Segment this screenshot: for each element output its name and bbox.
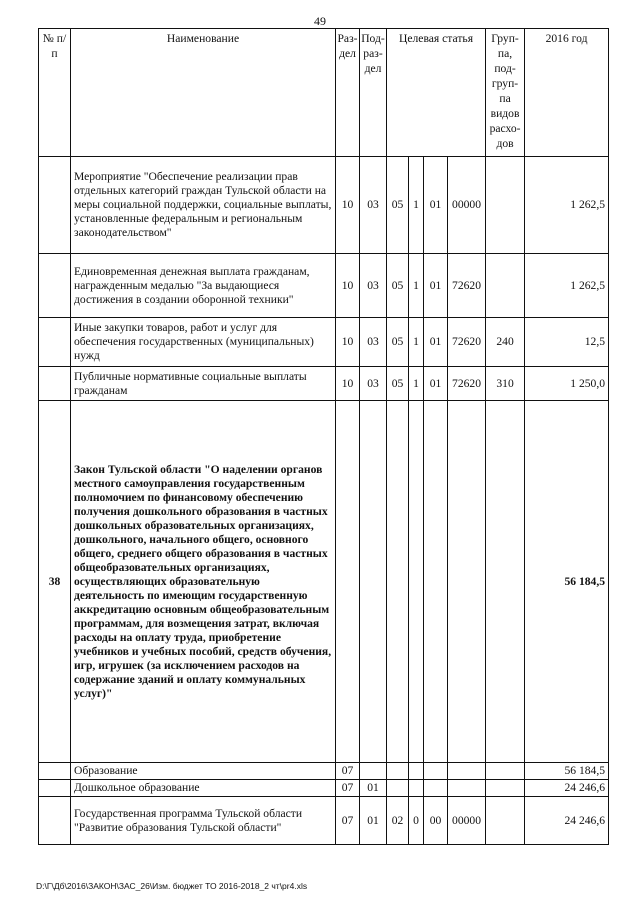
row-target-3: 01 xyxy=(424,254,448,318)
table-row xyxy=(39,157,609,254)
row-target-3: 01 xyxy=(424,157,448,254)
row-razdel: 07 xyxy=(336,797,360,845)
table-row xyxy=(39,780,609,797)
row-amount: 1 262,5 xyxy=(525,254,609,318)
row-target-4: 00000 xyxy=(448,797,486,845)
row-target-4 xyxy=(448,763,486,780)
row-podrazdel: 03 xyxy=(360,254,387,318)
row-target-2: 1 xyxy=(409,157,424,254)
row-group xyxy=(486,401,525,763)
row-number xyxy=(39,367,71,401)
row-amount: 1 262,5 xyxy=(525,157,609,254)
row-amount: 12,5 xyxy=(525,318,609,367)
row-target-3 xyxy=(424,401,448,763)
row-number xyxy=(39,763,71,780)
header-group: Груп-па, под-груп-па видов расхо-дов xyxy=(486,29,525,157)
row-group xyxy=(486,763,525,780)
row-amount: 56 184,5 xyxy=(525,763,609,780)
row-target-3 xyxy=(424,780,448,797)
row-target-3: 01 xyxy=(424,367,448,401)
row-group xyxy=(486,797,525,845)
row-group xyxy=(486,157,525,254)
header-num: № п/п xyxy=(39,29,71,157)
row-target-2: 1 xyxy=(409,367,424,401)
table-row xyxy=(39,367,609,401)
table-row-law xyxy=(39,401,609,763)
row-name: Иные закупки товаров, работ и услуг для обеспечения государственных (муниципальных) нужд xyxy=(71,318,336,367)
row-target-2: 0 xyxy=(409,797,424,845)
row-name: Образование xyxy=(71,763,336,780)
row-number: 38 xyxy=(39,401,71,763)
header-target: Целевая статья xyxy=(387,29,486,157)
row-amount: 24 246,6 xyxy=(525,797,609,845)
row-number xyxy=(39,157,71,254)
table-row xyxy=(39,763,609,780)
page-number: 49 xyxy=(314,14,326,28)
row-number xyxy=(39,780,71,797)
table-row xyxy=(39,797,609,845)
row-target-2 xyxy=(409,780,424,797)
row-razdel: 10 xyxy=(336,157,360,254)
row-podrazdel: 03 xyxy=(360,157,387,254)
row-target-2: 1 xyxy=(409,318,424,367)
row-target-2 xyxy=(409,763,424,780)
row-target-1 xyxy=(387,780,409,797)
row-target-3: 01 xyxy=(424,318,448,367)
table-row xyxy=(39,254,609,318)
row-group xyxy=(486,780,525,797)
row-target-1 xyxy=(387,763,409,780)
row-number xyxy=(39,254,71,318)
row-name: Дошкольное образование xyxy=(71,780,336,797)
row-podrazdel: 03 xyxy=(360,318,387,367)
file-path-footer: D:\Г\Дб\2016\ЗАКОН\ЗАС_26\Изм. бюджет ТО 2016-2018_2 чт\pr4.xls xyxy=(36,881,308,891)
row-razdel: 07 xyxy=(336,780,360,797)
row-target-1: 05 xyxy=(387,318,409,367)
budget-table xyxy=(38,28,609,845)
row-target-4 xyxy=(448,780,486,797)
row-target-4: 72620 xyxy=(448,254,486,318)
row-group: 310 xyxy=(486,367,525,401)
row-target-3: 00 xyxy=(424,797,448,845)
header-name: Наименование xyxy=(71,29,336,157)
row-target-1: 02 xyxy=(387,797,409,845)
row-podrazdel: 03 xyxy=(360,367,387,401)
row-podrazdel: 01 xyxy=(360,780,387,797)
row-name: Мероприятие "Обеспечение реализации прав отдельных категорий граждан Тульской области на меры социальной поддержки, социальные выплаты, установленные федеральным и региональным законодательством" xyxy=(71,157,336,254)
row-number xyxy=(39,797,71,845)
header-razdel: Раз-дел xyxy=(336,29,360,157)
row-name: Публичные нормативные социальные выплаты гражданам xyxy=(71,367,336,401)
row-target-4: 00000 xyxy=(448,157,486,254)
row-podrazdel xyxy=(360,401,387,763)
row-target-2 xyxy=(409,401,424,763)
row-group: 240 xyxy=(486,318,525,367)
row-target-4: 72620 xyxy=(448,318,486,367)
row-target-1: 05 xyxy=(387,157,409,254)
row-group xyxy=(486,254,525,318)
table-row xyxy=(39,318,609,367)
row-podrazdel: 01 xyxy=(360,797,387,845)
row-amount: 24 246,6 xyxy=(525,780,609,797)
table-header-row xyxy=(39,29,609,157)
row-podrazdel xyxy=(360,763,387,780)
row-razdel: 10 xyxy=(336,254,360,318)
row-number xyxy=(39,318,71,367)
row-razdel: 10 xyxy=(336,367,360,401)
row-name: Закон Тульской области "О наделении органов местного самоуправления государственным полномочием по финансовому обеспечению получения дошкольного образования в частных дошкольных образовательных организациях, дошкольного, начального общего, основного общего, среднего общего образования в частных общеобразовательных организациях, осуществляющих образовательную деятельность по имеющим государственную аккредитацию основным общеобразовательным программам, для возмещения затрат, включая расходы на оплату труда, приобретение учебников и учебных пособий, средств обучения, игр, игрушек (за исключением расходов на содержание зданий и оплату коммунальных услуг)" xyxy=(71,401,336,763)
row-name: Единовременная денежная выплата гражданам, награжденным медалью "За выдающиеся достижения в создании оборонной техники" xyxy=(71,254,336,318)
row-target-1 xyxy=(387,401,409,763)
row-target-2: 1 xyxy=(409,254,424,318)
row-razdel xyxy=(336,401,360,763)
header-podrazdel: Под-раз-дел xyxy=(360,29,387,157)
row-amount: 56 184,5 xyxy=(525,401,609,763)
row-razdel: 07 xyxy=(336,763,360,780)
row-target-1: 05 xyxy=(387,367,409,401)
row-name: Государственная программа Тульской области "Развитие образования Тульской области" xyxy=(71,797,336,845)
row-target-3 xyxy=(424,763,448,780)
row-target-4 xyxy=(448,401,486,763)
row-target-1: 05 xyxy=(387,254,409,318)
row-razdel: 10 xyxy=(336,318,360,367)
header-year: 2016 год xyxy=(525,29,609,157)
row-amount: 1 250,0 xyxy=(525,367,609,401)
row-target-4: 72620 xyxy=(448,367,486,401)
